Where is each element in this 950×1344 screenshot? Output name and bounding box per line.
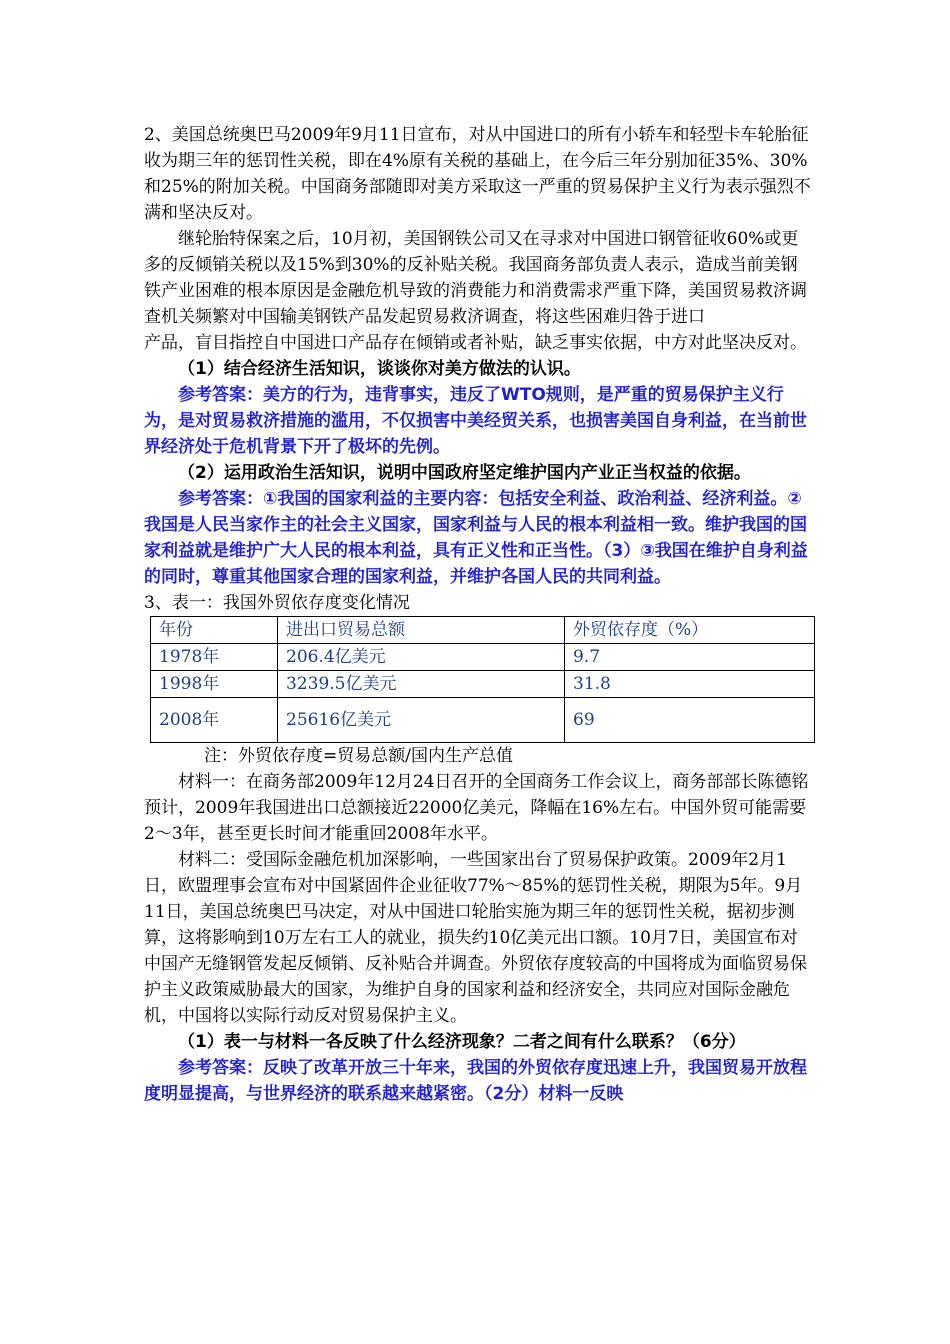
table-cell: 2008年: [151, 698, 278, 743]
table-header-cell: 进出口贸易总额: [278, 617, 565, 644]
q3-answer-1: 参考答案：反映了改革开放三十年来，我国的外贸依存度迅速上升，我国贸易开放程度明显提高，与世界经济的联系越来越紧密。（2分）材料一反映: [144, 1058, 807, 1104]
q2-intro-paragraph-3: 产品，盲目指控自中国进口产品存在倾销或者补贴，缺乏事实依据，中方对此坚决反对。: [144, 333, 807, 353]
material-1: 材料一：在商务部2009年12月24日召开的全国商务工作会议上，商务部部长陈德铭预计，2009年我国进出口总额接近22000亿美元，降幅在16%左右。中国外贸可能需要2～3年，甚至更长时间才能重回2008年水平。: [144, 772, 809, 844]
table-cell: 69: [565, 698, 815, 743]
table-header-cell: 年份: [151, 617, 278, 644]
material-2: 材料二：受国际金融危机加深影响，一些国家出台了贸易保护政策。2009年2月1日，欧盟理事会宣布对中国紧固件企业征收77%～85%的惩罚性关税，期限为5年。9月11日，美国总统奥巴马决定，对从中国进口轮胎实施为期三年的惩罚性关税，据初步测算，这将影响到10万左右工人的就业，损失约10亿美元出口额。10月7日，美国宣布对中国产无缝钢管发起反倾销、反补贴合并调查。外贸依存度较高的中国将成为面临贸易保护主义政策威胁最大的国家，为维护自身的国家利益和经济安全，共同应对国际金融危机，中国将以实际行动反对贸易保护主义。: [144, 850, 807, 1026]
table-row: [151, 671, 815, 698]
table-cell: 31.8: [565, 671, 815, 698]
table-header-row: [151, 617, 815, 644]
table-cell: 9.7: [565, 644, 815, 671]
q2-answer-1: 参考答案：美方的行为，违背事实，违反了WTO规则，是严重的贸易保护主义行为，是对贸易救济措施的滥用，不仅损害中美经贸关系，也损害美国自身利益，在当前世界经济处于危机背景下开了极坏的先例。: [144, 385, 807, 457]
table-note: 注：外贸依存度=贸易总额/国内生产总值: [204, 746, 513, 766]
table-cell: 206.4亿美元: [278, 644, 565, 671]
table-header-cell: 外贸依存度（%）: [565, 617, 815, 644]
q2-intro-paragraph-1: 2、美国总统奥巴马2009年9月11日宣布，对从中国进口的所有小轿车和轻型卡车轮胎征收为期三年的惩罚性关税，即在4%原有关税的基础上，在今后三年分别加征35%、30%和25%的附加关税。中国商务部随即对美方采取这一严重的贸易保护主义行为表示强烈不满和坚决反对。: [144, 125, 811, 223]
table-cell: 25616亿美元: [278, 698, 565, 743]
table-row: [151, 698, 815, 743]
document-body: [144, 122, 812, 1107]
q2-subquestion-1: （1）结合经济生活知识，谈谈你对美方做法的认识。: [178, 359, 581, 379]
table-cell: 1978年: [151, 644, 278, 671]
q3-subquestion-1: （1）表一与材料一各反映了什么经济现象？二者之间有什么联系？（6分）: [178, 1032, 746, 1052]
trade-dependency-table: [150, 616, 815, 743]
table-cell: 3239.5亿美元: [278, 671, 565, 698]
table-cell: 1998年: [151, 671, 278, 698]
table-row: [151, 644, 815, 671]
q2-intro-paragraph-2: 继轮胎特保案之后，10月初，美国钢铁公司又在寻求对中国进口钢管征收60%或更多的反倾销关税以及15%到30%的反补贴关税。我国商务部负责人表示，造成当前美钢铁产业困难的根本原因是金融危机导致的消费能力和消费需求严重下降，美国贸易救济调查机关频繁对中国输美钢铁产品发起贸易救济调查，将这些困难归咎于进口: [144, 229, 807, 327]
q2-answer-2: 参考答案：①我国的国家利益的主要内容：包括安全利益、政治利益、经济利益。②我国是人民当家作主的社会主义国家，国家利益与人民的根本利益相一致。维护我国的国家利益就是维护广大人民的根本利益，具有正义性和正当性。（3）③我国在维护自身利益的同时，尊重其他国家合理的国家利益，并维护各国人民的共同利益。: [144, 489, 808, 587]
q3-table-title: 3、表一：我国外贸依存度变化情况: [144, 593, 410, 613]
q2-subquestion-2: （2）运用政治生活知识，说明中国政府坚定维护国内产业正当权益的依据。: [178, 463, 751, 483]
